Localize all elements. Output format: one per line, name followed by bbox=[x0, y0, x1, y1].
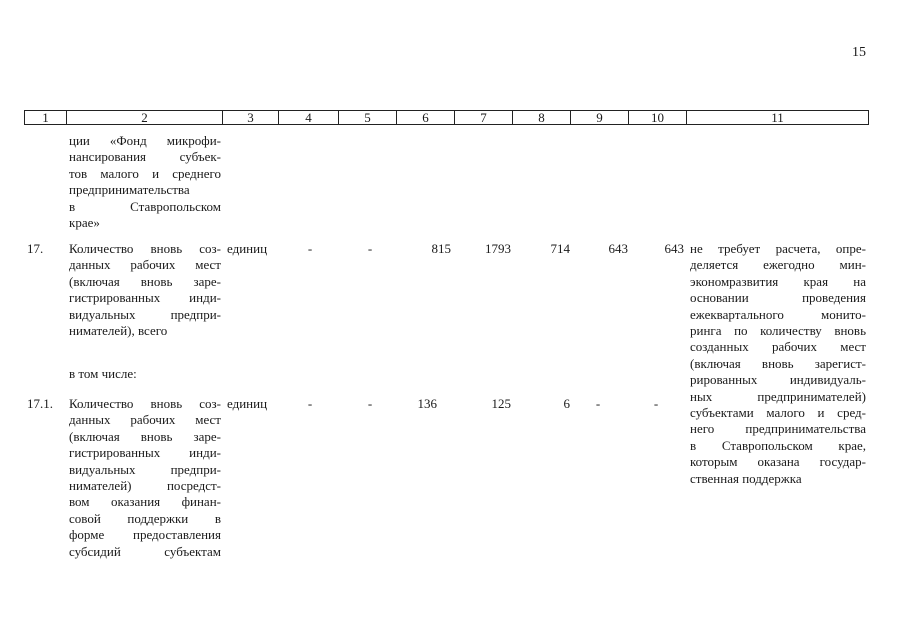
name-line: в Ставропольском bbox=[69, 198, 221, 214]
name-line: субсидий субъектам bbox=[69, 543, 221, 559]
name-line: нансирования субъек- bbox=[69, 149, 221, 165]
row-17-col-8: 714 bbox=[550, 241, 570, 256]
note-line: ринга по количеству вновь bbox=[690, 323, 866, 339]
row-17-1-col-6: 136 bbox=[417, 396, 437, 411]
note-line: основании проведения bbox=[690, 290, 866, 306]
note-line: не требует расчета, опре- bbox=[690, 241, 866, 256]
note-line: ежеквартального монито- bbox=[690, 306, 866, 322]
row-17-1-col-10: - bbox=[653, 396, 659, 411]
header-col-1: 1 bbox=[25, 111, 67, 125]
continued-name-cell bbox=[69, 133, 221, 231]
row-17-col-9: 643 bbox=[608, 241, 628, 256]
name-line: данных рабочих мест bbox=[69, 257, 221, 273]
note-line: ных предпринимателей) bbox=[690, 388, 866, 404]
name-line: форме предоставления bbox=[69, 527, 221, 543]
name-line: предпринимательства bbox=[69, 182, 190, 198]
header-col-9: 9 bbox=[571, 111, 629, 125]
header-col-2: 2 bbox=[67, 111, 223, 125]
header-col-3: 3 bbox=[223, 111, 279, 125]
name-line: гистрированных инди- bbox=[69, 445, 221, 461]
name-line: тов малого и среднего bbox=[69, 165, 221, 181]
note-line: экономразвития края на bbox=[690, 273, 866, 289]
name-line: данных рабочих мест bbox=[69, 412, 221, 428]
row-17-1-unit: единиц bbox=[227, 396, 268, 411]
note-line: него предпринимательства bbox=[690, 421, 866, 437]
note-line: в Ставропольском крае, bbox=[690, 437, 866, 453]
row-17-name-cell bbox=[69, 241, 221, 339]
row-17-col-4: - bbox=[307, 241, 313, 256]
row-17-col-6: 815 bbox=[431, 241, 451, 256]
row-17-1-col-9: - bbox=[595, 396, 601, 411]
name-line: гистрированных инди- bbox=[69, 290, 221, 306]
name-line: крае» bbox=[69, 215, 100, 231]
header-col-11: 11 bbox=[687, 111, 869, 125]
name-line: ции «Фонд микрофи- bbox=[69, 133, 221, 148]
header-col-8: 8 bbox=[513, 111, 571, 125]
note-line: созданных рабочих мест bbox=[690, 339, 866, 355]
header-col-5: 5 bbox=[339, 111, 397, 125]
note-line: (включая вновь зарегист- bbox=[690, 355, 866, 371]
name-line: видуальных предпри- bbox=[69, 461, 221, 477]
header-col-10: 10 bbox=[629, 111, 687, 125]
row-17-note-cell bbox=[690, 241, 866, 487]
name-line: совой поддержки в bbox=[69, 510, 221, 526]
header-col-7: 7 bbox=[455, 111, 513, 125]
name-line: (включая вновь заре- bbox=[69, 273, 221, 289]
page-number: 15 bbox=[852, 45, 866, 60]
note-line: деляется ежегодно мин- bbox=[690, 257, 866, 273]
header-col-6: 6 bbox=[397, 111, 455, 125]
row-17-col-7: 1793 bbox=[485, 241, 511, 256]
note-line: которым оказана государ- bbox=[690, 454, 866, 470]
name-line: (включая вновь заре- bbox=[69, 428, 221, 444]
row-17-col-5: - bbox=[367, 241, 373, 256]
row-17-1-col-8: 6 bbox=[563, 396, 570, 411]
row-17-1-number: 17.1. bbox=[27, 396, 53, 411]
in-that-number-label: в том числе: bbox=[69, 366, 137, 381]
row-17-1-name-cell bbox=[69, 396, 221, 560]
row-17-unit: единиц bbox=[227, 241, 268, 256]
name-line: нимателей) посредст- bbox=[69, 478, 221, 494]
row-17-1-col-5: - bbox=[367, 396, 373, 411]
header-col-4: 4 bbox=[279, 111, 339, 125]
note-line: ственная поддержка bbox=[690, 470, 802, 486]
row-17-1-col-7: 125 bbox=[491, 396, 511, 411]
note-line: субъектами малого и сред- bbox=[690, 405, 866, 421]
column-number-header bbox=[24, 110, 869, 125]
name-line: вом оказания финан- bbox=[69, 494, 221, 510]
name-line: Количество вновь соз- bbox=[69, 241, 221, 256]
name-line: нимателей), всего bbox=[69, 323, 168, 339]
name-line: видуальных предпри- bbox=[69, 306, 221, 322]
row-17-col-10: 643 bbox=[664, 241, 684, 256]
note-line: рированных индивидуаль- bbox=[690, 372, 866, 388]
name-line: Количество вновь соз- bbox=[69, 396, 221, 411]
row-17-number: 17. bbox=[27, 241, 44, 256]
row-17-1-col-4: - bbox=[307, 396, 313, 411]
